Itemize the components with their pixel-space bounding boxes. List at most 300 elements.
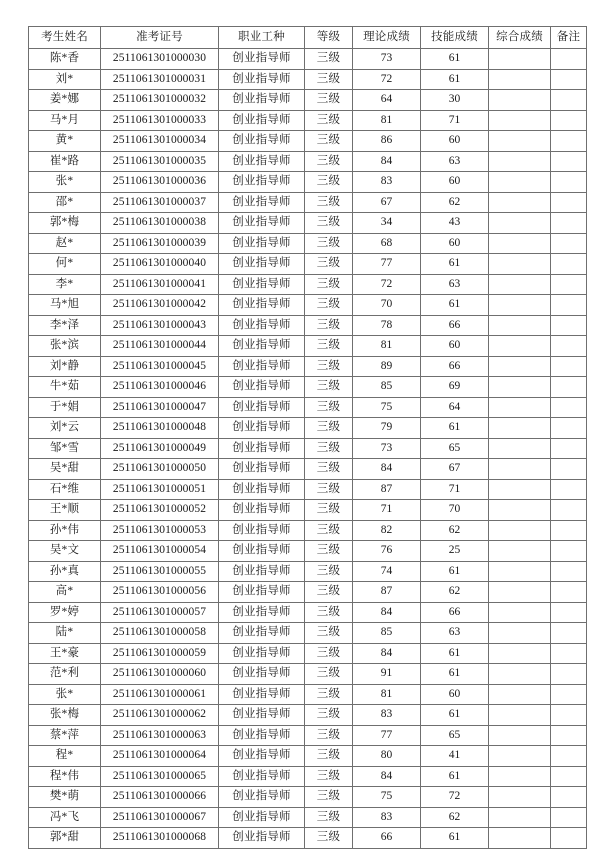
table-row: [29, 561, 587, 582]
cell-name: 马*旭: [29, 295, 101, 316]
cell-comp: [489, 336, 551, 357]
cell-level: 三级: [305, 377, 353, 398]
table-row: [29, 500, 587, 521]
cell-theory: 77: [353, 725, 421, 746]
cell-name: 李*: [29, 274, 101, 295]
table-row: [29, 90, 587, 111]
cell-theory: 84: [353, 459, 421, 480]
cell-theory: 72: [353, 69, 421, 90]
cell-remark: [551, 602, 587, 623]
cell-occ: 创业指导师: [219, 807, 305, 828]
cell-name: 邹*雪: [29, 438, 101, 459]
cell-comp: [489, 377, 551, 398]
table-row: [29, 479, 587, 500]
cell-theory: 34: [353, 213, 421, 234]
cell-cert: 2511061301000051: [101, 479, 219, 500]
cell-name: 孙*真: [29, 561, 101, 582]
table-row: [29, 643, 587, 664]
cell-name: 赵*: [29, 233, 101, 254]
cell-occ: 创业指导师: [219, 479, 305, 500]
cell-skill: 60: [421, 172, 489, 193]
cell-name: 高*: [29, 582, 101, 603]
cell-cert: 2511061301000034: [101, 131, 219, 152]
cell-level: 三级: [305, 356, 353, 377]
cell-theory: 81: [353, 684, 421, 705]
cell-name: 刘*静: [29, 356, 101, 377]
cell-name: 张*: [29, 684, 101, 705]
cell-occ: 创业指导师: [219, 705, 305, 726]
cell-name: 蔡*萍: [29, 725, 101, 746]
table-row: [29, 233, 587, 254]
cell-level: 三级: [305, 561, 353, 582]
cell-theory: 84: [353, 766, 421, 787]
cell-remark: [551, 541, 587, 562]
cell-cert: 2511061301000049: [101, 438, 219, 459]
cell-level: 三级: [305, 787, 353, 808]
cell-remark: [551, 664, 587, 685]
cell-skill: 62: [421, 520, 489, 541]
cell-occ: 创业指导师: [219, 356, 305, 377]
cell-theory: 84: [353, 602, 421, 623]
cell-skill: 63: [421, 623, 489, 644]
cell-theory: 75: [353, 397, 421, 418]
column-header-comp: 综合成绩: [489, 27, 551, 49]
cell-name: 孙*伟: [29, 520, 101, 541]
cell-theory: 70: [353, 295, 421, 316]
cell-comp: [489, 541, 551, 562]
cell-comp: [489, 110, 551, 131]
cell-name: 程*伟: [29, 766, 101, 787]
cell-comp: [489, 684, 551, 705]
cell-level: 三级: [305, 623, 353, 644]
cell-cert: 2511061301000041: [101, 274, 219, 295]
cell-theory: 68: [353, 233, 421, 254]
cell-comp: [489, 315, 551, 336]
cell-occ: 创业指导师: [219, 295, 305, 316]
cell-skill: 70: [421, 500, 489, 521]
cell-name: 黄*: [29, 131, 101, 152]
cell-skill: 71: [421, 110, 489, 131]
cell-theory: 73: [353, 438, 421, 459]
cell-remark: [551, 172, 587, 193]
table-row: [29, 397, 587, 418]
cell-remark: [551, 131, 587, 152]
cell-occ: 创业指导师: [219, 520, 305, 541]
cell-comp: [489, 172, 551, 193]
table-row: [29, 684, 587, 705]
cell-level: 三级: [305, 213, 353, 234]
cell-skill: 66: [421, 315, 489, 336]
cell-comp: [489, 664, 551, 685]
cell-skill: 61: [421, 643, 489, 664]
cell-name: 刘*云: [29, 418, 101, 439]
cell-theory: 84: [353, 151, 421, 172]
table-row: [29, 172, 587, 193]
cell-remark: [551, 49, 587, 70]
cell-level: 三级: [305, 664, 353, 685]
cell-cert: 2511061301000044: [101, 336, 219, 357]
cell-skill: 61: [421, 766, 489, 787]
cell-skill: 63: [421, 274, 489, 295]
column-header-level: 等级: [305, 27, 353, 49]
cell-occ: 创业指导师: [219, 541, 305, 562]
table-row: [29, 295, 587, 316]
cell-theory: 72: [353, 274, 421, 295]
cell-theory: 91: [353, 664, 421, 685]
cell-remark: [551, 459, 587, 480]
table-row: [29, 746, 587, 767]
cell-remark: [551, 828, 587, 849]
cell-skill: 61: [421, 69, 489, 90]
cell-comp: [489, 602, 551, 623]
cell-remark: [551, 418, 587, 439]
cell-level: 三级: [305, 315, 353, 336]
cell-skill: 25: [421, 541, 489, 562]
cell-name: 张*梅: [29, 705, 101, 726]
cell-cert: 2511061301000036: [101, 172, 219, 193]
cell-skill: 67: [421, 459, 489, 480]
cell-cert: 2511061301000063: [101, 725, 219, 746]
cell-level: 三级: [305, 746, 353, 767]
cell-name: 石*维: [29, 479, 101, 500]
cell-name: 马*月: [29, 110, 101, 131]
cell-occ: 创业指导师: [219, 438, 305, 459]
cell-skill: 62: [421, 807, 489, 828]
table-row: [29, 336, 587, 357]
cell-occ: 创业指导师: [219, 131, 305, 152]
cell-remark: [551, 643, 587, 664]
table-row: [29, 69, 587, 90]
cell-occ: 创业指导师: [219, 172, 305, 193]
table-row: [29, 520, 587, 541]
table-row: [29, 356, 587, 377]
cell-skill: 62: [421, 192, 489, 213]
cell-occ: 创业指导师: [219, 110, 305, 131]
cell-skill: 71: [421, 479, 489, 500]
cell-name: 姜*娜: [29, 90, 101, 111]
cell-occ: 创业指导师: [219, 336, 305, 357]
cell-skill: 66: [421, 356, 489, 377]
cell-remark: [551, 684, 587, 705]
cell-theory: 66: [353, 828, 421, 849]
cell-theory: 73: [353, 49, 421, 70]
cell-cert: 2511061301000037: [101, 192, 219, 213]
cell-theory: 84: [353, 643, 421, 664]
cell-comp: [489, 151, 551, 172]
cell-cert: 2511061301000061: [101, 684, 219, 705]
cell-comp: [489, 643, 551, 664]
table-row: [29, 787, 587, 808]
cell-level: 三级: [305, 69, 353, 90]
cell-occ: 创业指导师: [219, 274, 305, 295]
cell-comp: [489, 233, 551, 254]
table-header: [29, 27, 587, 49]
cell-cert: 2511061301000050: [101, 459, 219, 480]
cell-theory: 81: [353, 110, 421, 131]
cell-cert: 2511061301000047: [101, 397, 219, 418]
cell-cert: 2511061301000058: [101, 623, 219, 644]
cell-level: 三级: [305, 828, 353, 849]
cell-cert: 2511061301000062: [101, 705, 219, 726]
cell-occ: 创业指导师: [219, 684, 305, 705]
cell-cert: 2511061301000067: [101, 807, 219, 828]
cell-skill: 61: [421, 664, 489, 685]
cell-level: 三级: [305, 172, 353, 193]
table-row: [29, 254, 587, 275]
table-row: [29, 807, 587, 828]
cell-comp: [489, 192, 551, 213]
cell-theory: 87: [353, 582, 421, 603]
cell-level: 三级: [305, 479, 353, 500]
cell-name: 郭*甜: [29, 828, 101, 849]
cell-name: 牛*茹: [29, 377, 101, 398]
cell-name: 郭*梅: [29, 213, 101, 234]
cell-remark: [551, 377, 587, 398]
cell-skill: 60: [421, 336, 489, 357]
cell-theory: 79: [353, 418, 421, 439]
cell-skill: 41: [421, 746, 489, 767]
cell-skill: 72: [421, 787, 489, 808]
cell-level: 三级: [305, 418, 353, 439]
table-row: [29, 725, 587, 746]
cell-remark: [551, 582, 587, 603]
column-header-remark: 备注: [551, 27, 587, 49]
cell-skill: 61: [421, 705, 489, 726]
cell-cert: 2511061301000033: [101, 110, 219, 131]
cell-skill: 62: [421, 582, 489, 603]
cell-theory: 83: [353, 172, 421, 193]
cell-occ: 创业指导师: [219, 828, 305, 849]
cell-remark: [551, 315, 587, 336]
table-row: [29, 418, 587, 439]
table-row: [29, 438, 587, 459]
cell-theory: 71: [353, 500, 421, 521]
cell-theory: 76: [353, 541, 421, 562]
cell-remark: [551, 438, 587, 459]
cell-skill: 63: [421, 151, 489, 172]
cell-occ: 创业指导师: [219, 787, 305, 808]
cell-comp: [489, 90, 551, 111]
cell-level: 三级: [305, 90, 353, 111]
cell-level: 三级: [305, 438, 353, 459]
cell-occ: 创业指导师: [219, 397, 305, 418]
cell-remark: [551, 69, 587, 90]
cell-name: 冯*飞: [29, 807, 101, 828]
cell-level: 三级: [305, 684, 353, 705]
cell-comp: [489, 520, 551, 541]
cell-name: 陈*香: [29, 49, 101, 70]
cell-skill: 64: [421, 397, 489, 418]
column-header-theory: 理论成绩: [353, 27, 421, 49]
cell-comp: [489, 746, 551, 767]
cell-level: 三级: [305, 582, 353, 603]
cell-comp: [489, 623, 551, 644]
cell-level: 三级: [305, 336, 353, 357]
table-row: [29, 459, 587, 480]
exam-results-table: [28, 26, 587, 849]
cell-level: 三级: [305, 459, 353, 480]
cell-theory: 67: [353, 192, 421, 213]
cell-comp: [489, 582, 551, 603]
table-row: [29, 377, 587, 398]
cell-theory: 64: [353, 90, 421, 111]
cell-name: 王*豪: [29, 643, 101, 664]
cell-remark: [551, 110, 587, 131]
cell-remark: [551, 725, 587, 746]
cell-remark: [551, 623, 587, 644]
cell-cert: 2511061301000068: [101, 828, 219, 849]
cell-remark: [551, 705, 587, 726]
cell-cert: 2511061301000055: [101, 561, 219, 582]
cell-cert: 2511061301000066: [101, 787, 219, 808]
cell-remark: [551, 151, 587, 172]
cell-occ: 创业指导师: [219, 561, 305, 582]
cell-occ: 创业指导师: [219, 623, 305, 644]
cell-name: 邵*: [29, 192, 101, 213]
cell-cert: 2511061301000045: [101, 356, 219, 377]
column-header-cert: 准考证号: [101, 27, 219, 49]
cell-remark: [551, 90, 587, 111]
cell-theory: 77: [353, 254, 421, 275]
cell-occ: 创业指导师: [219, 664, 305, 685]
cell-cert: 2511061301000057: [101, 602, 219, 623]
cell-theory: 87: [353, 479, 421, 500]
cell-cert: 2511061301000060: [101, 664, 219, 685]
cell-theory: 85: [353, 377, 421, 398]
cell-skill: 61: [421, 561, 489, 582]
cell-comp: [489, 397, 551, 418]
cell-skill: 61: [421, 49, 489, 70]
table-row: [29, 274, 587, 295]
cell-theory: 78: [353, 315, 421, 336]
cell-level: 三级: [305, 766, 353, 787]
cell-occ: 创业指导师: [219, 90, 305, 111]
cell-remark: [551, 233, 587, 254]
cell-level: 三级: [305, 725, 353, 746]
cell-skill: 61: [421, 254, 489, 275]
cell-occ: 创业指导师: [219, 151, 305, 172]
cell-occ: 创业指导师: [219, 254, 305, 275]
cell-theory: 83: [353, 705, 421, 726]
cell-theory: 75: [353, 787, 421, 808]
cell-cert: 2511061301000039: [101, 233, 219, 254]
cell-skill: 60: [421, 233, 489, 254]
cell-occ: 创业指导师: [219, 725, 305, 746]
cell-remark: [551, 295, 587, 316]
cell-cert: 2511061301000032: [101, 90, 219, 111]
cell-level: 三级: [305, 397, 353, 418]
cell-comp: [489, 459, 551, 480]
cell-theory: 83: [353, 807, 421, 828]
cell-level: 三级: [305, 131, 353, 152]
cell-comp: [489, 254, 551, 275]
table-row: [29, 705, 587, 726]
cell-cert: 2511061301000030: [101, 49, 219, 70]
table-row: [29, 192, 587, 213]
cell-skill: 66: [421, 602, 489, 623]
cell-name: 刘*: [29, 69, 101, 90]
cell-comp: [489, 705, 551, 726]
cell-cert: 2511061301000048: [101, 418, 219, 439]
cell-remark: [551, 787, 587, 808]
table-row: [29, 315, 587, 336]
cell-theory: 80: [353, 746, 421, 767]
cell-comp: [489, 69, 551, 90]
cell-level: 三级: [305, 192, 353, 213]
cell-comp: [489, 766, 551, 787]
cell-remark: [551, 561, 587, 582]
cell-theory: 82: [353, 520, 421, 541]
cell-skill: 60: [421, 131, 489, 152]
cell-cert: 2511061301000054: [101, 541, 219, 562]
column-header-skill: 技能成绩: [421, 27, 489, 49]
column-header-name: 考生姓名: [29, 27, 101, 49]
cell-comp: [489, 828, 551, 849]
cell-level: 三级: [305, 49, 353, 70]
cell-occ: 创业指导师: [219, 69, 305, 90]
cell-cert: 2511061301000059: [101, 643, 219, 664]
cell-name: 何*: [29, 254, 101, 275]
cell-cert: 2511061301000043: [101, 315, 219, 336]
table-body: [29, 49, 587, 849]
cell-skill: 61: [421, 828, 489, 849]
cell-level: 三级: [305, 500, 353, 521]
table-row: [29, 602, 587, 623]
cell-comp: [489, 356, 551, 377]
cell-cert: 2511061301000056: [101, 582, 219, 603]
cell-name: 罗*婷: [29, 602, 101, 623]
cell-remark: [551, 213, 587, 234]
cell-comp: [489, 213, 551, 234]
cell-comp: [489, 479, 551, 500]
cell-theory: 89: [353, 356, 421, 377]
cell-cert: 2511061301000031: [101, 69, 219, 90]
cell-level: 三级: [305, 705, 353, 726]
cell-name: 范*利: [29, 664, 101, 685]
cell-cert: 2511061301000064: [101, 746, 219, 767]
cell-skill: 60: [421, 684, 489, 705]
cell-comp: [489, 500, 551, 521]
cell-comp: [489, 274, 551, 295]
cell-theory: 85: [353, 623, 421, 644]
cell-cert: 2511061301000065: [101, 766, 219, 787]
cell-occ: 创业指导师: [219, 500, 305, 521]
cell-level: 三级: [305, 643, 353, 664]
cell-theory: 81: [353, 336, 421, 357]
table-row: [29, 131, 587, 152]
cell-level: 三级: [305, 110, 353, 131]
cell-name: 于*娟: [29, 397, 101, 418]
cell-level: 三级: [305, 602, 353, 623]
cell-cert: 2511061301000052: [101, 500, 219, 521]
cell-level: 三级: [305, 274, 353, 295]
column-header-occ: 职业工种: [219, 27, 305, 49]
cell-level: 三级: [305, 151, 353, 172]
cell-cert: 2511061301000035: [101, 151, 219, 172]
table-row: [29, 213, 587, 234]
cell-name: 程*: [29, 746, 101, 767]
cell-name: 樊*萌: [29, 787, 101, 808]
table-row: [29, 151, 587, 172]
cell-comp: [489, 438, 551, 459]
cell-level: 三级: [305, 254, 353, 275]
cell-remark: [551, 479, 587, 500]
cell-remark: [551, 746, 587, 767]
cell-level: 三级: [305, 295, 353, 316]
cell-comp: [489, 787, 551, 808]
cell-cert: 2511061301000046: [101, 377, 219, 398]
table-row: [29, 664, 587, 685]
